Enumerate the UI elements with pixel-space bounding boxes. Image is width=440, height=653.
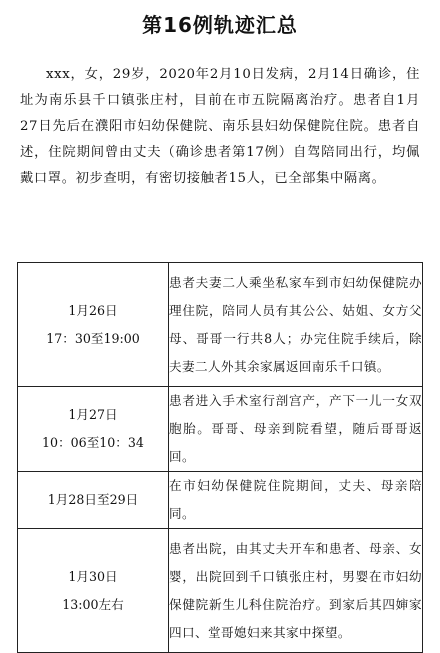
table-row xyxy=(18,263,423,387)
table-row xyxy=(18,472,423,529)
date-cell xyxy=(18,529,169,653)
case-summary-paragraph: xxx，女，29岁，2020年2月10日发病，2月14日确诊，住址为南乐县千口镇张庄村，目前在市五院隔离治疗。患者自1月27日先后在濮阳市妇幼保健院、南乐县妇幼保健院住院。患者自述，住院期间曾由丈夫（确诊患者第17例）自驾陪同出行，均佩戴口罩。初步查明，有密切接触者15人，已全部集中隔离。 xyxy=(20,67,420,186)
row-date: 1月27日 xyxy=(68,407,118,422)
date-cell xyxy=(18,472,169,529)
timeline-table xyxy=(17,262,423,653)
row-date: 1月26日 xyxy=(68,302,118,318)
description-cell: 患者出院，由其丈夫开车和患者、母亲、女婴，出院回到千口镇张庄村，男婴在市妇幼保健院新生儿科住院治疗。到家后其四婶家四口、堂哥媳妇来其家中探望。 xyxy=(169,529,423,653)
table-row xyxy=(18,387,423,472)
document-title: 第16例轨迹汇总 xyxy=(142,13,298,37)
row-date: 1月28日至29日 xyxy=(47,492,139,507)
row-time: 17：30至19:00 xyxy=(46,330,140,346)
row-time: 13:00左右 xyxy=(62,596,124,612)
row-time: 10：06至10：34 xyxy=(42,435,144,450)
description-cell: 患者进入手术室行剖宫产，产下一儿一女双胞胎。哥哥、母亲到院看望，随后哥哥返回。 xyxy=(169,387,423,472)
table-row xyxy=(18,529,423,653)
date-cell xyxy=(18,387,169,472)
row-date: 1月30日 xyxy=(68,568,118,584)
description-cell: 在市妇幼保健院住院期间，丈夫、母亲陪同。 xyxy=(169,472,423,529)
date-cell xyxy=(18,263,169,387)
description-cell: 患者夫妻二人乘坐私家车到市妇幼保健院办理住院，陪同人员有其公公、姑姐、女方父母、哥哥一行共8人；办完住院手续后，除夫妻二人外其余家属返回南乐千口镇。 xyxy=(169,263,423,387)
